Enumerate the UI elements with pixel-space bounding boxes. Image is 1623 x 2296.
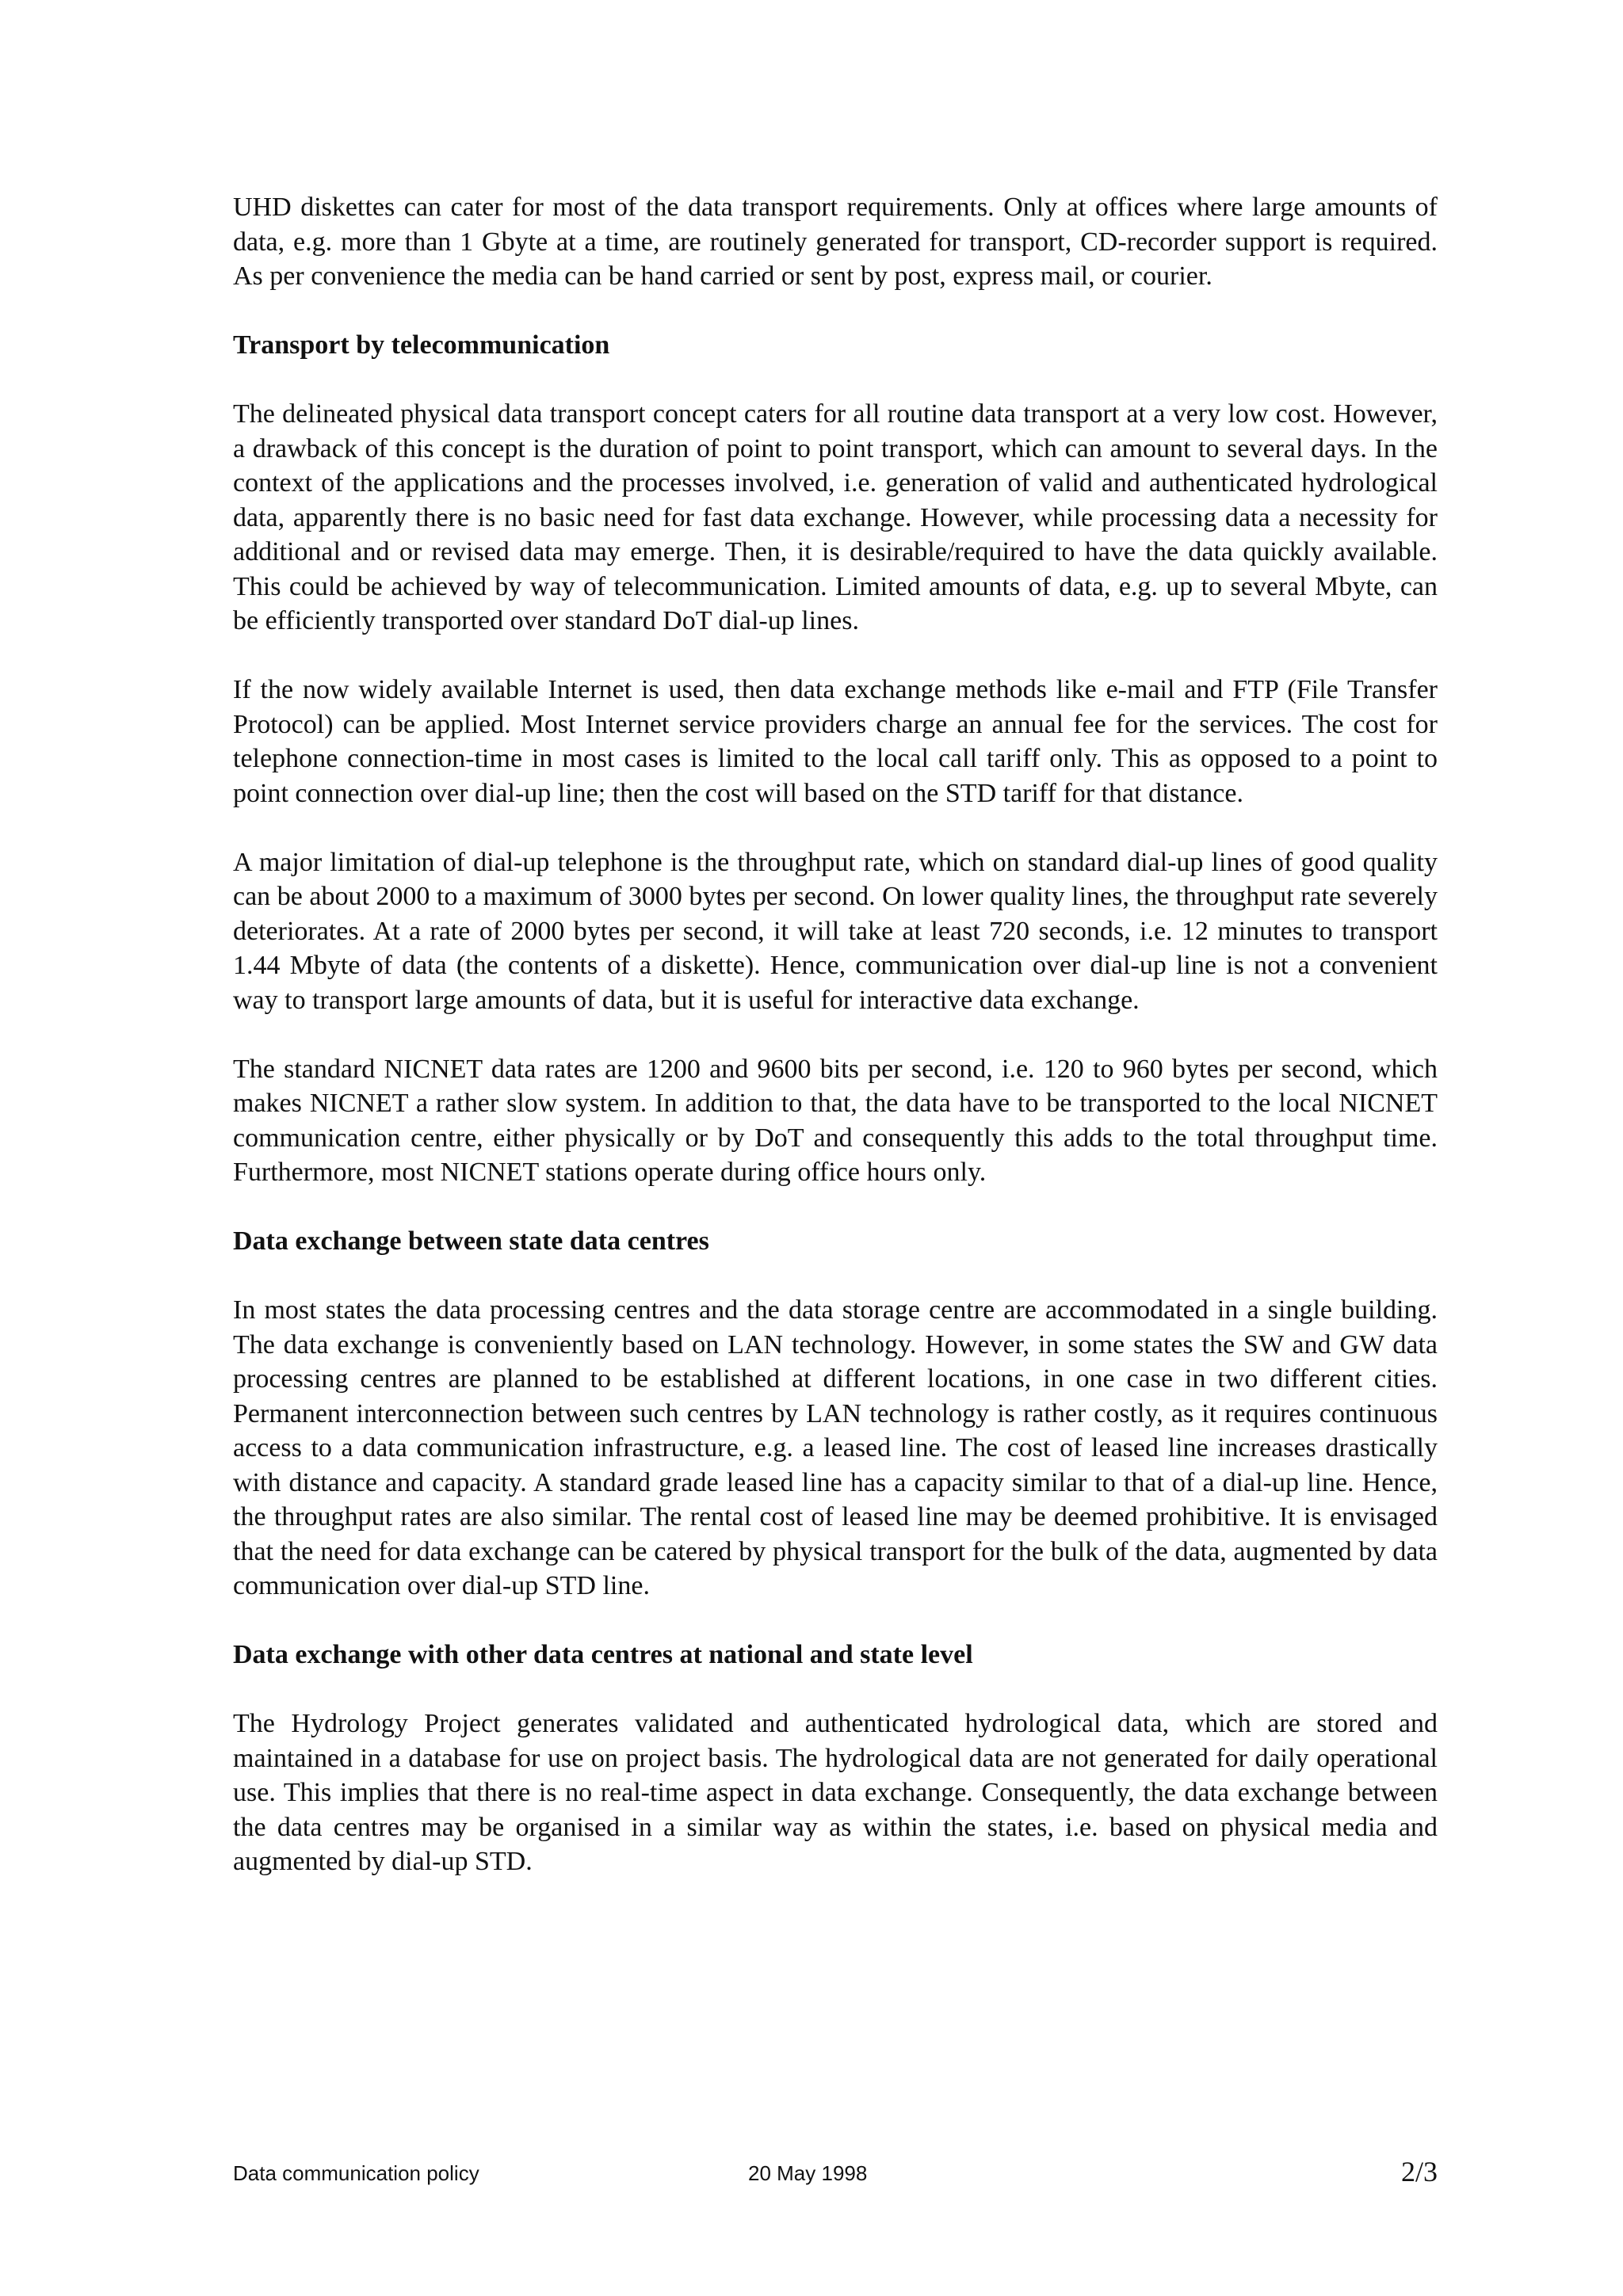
- section-heading-state-data-centres: Data exchange between state data centres: [233, 1226, 709, 1256]
- paragraph: UHD diskettes can cater for most of the data transport requirements. Only at offices where large amounts of data, e.g. more than 1 Gbyte at a time, are routinely generated for transport, CD-recorder support is required. As per convenience the media can be hand carried or sent by post, express mail, or courier.: [233, 193, 1438, 291]
- footer-date: 20 May 1998: [748, 2161, 868, 2185]
- paragraph: The delineated physical data transport concept caters for all routine data transport at a very low cost. However, a drawback of this concept is the duration of point to point transport, which can amount to several days. In the context of the applications and the processes involved, i.e. generation of valid and authenticated hydrological data, apparently there is no basic need for fast data exchange. However, while processing data a necessity for additional and or revised data may emerge. Then, it is desirable/required to have the data quickly available. This could be achieved by way of telecommunication. Limited amounts of data, e.g. up to several Mbyte, can be efficiently transported over standard DoT dial-up lines.: [233, 399, 1438, 635]
- paragraph: A major limitation of dial-up telephone is the throughput rate, which on standard dial-up lines of good quality can be about 2000 to a maximum of 3000 bytes per second. On lower quality lines, the throughput rate severely deteriorates. At a rate of 2000 bytes per second, it will take at least 720 seconds, i.e. 12 minutes to transport 1.44 Mbyte of data (the contents of a diskette). Hence, communication over dial-up line is not a convenient way to transport large amounts of data, but it is useful for interactive data exchange.: [233, 847, 1438, 1015]
- paragraph: The Hydrology Project generates validated and authenticated hydrological data, which are stored and maintained in a database for use on project basis. The hydrological data are not generated for daily operational use. This implies that there is no real-time aspect in data exchange. Consequently, the data exchange between the data centres may be organised in a similar way as within the states, i.e. based on physical media and augmented by dial-up STD.: [233, 1709, 1438, 1876]
- document-body: [233, 190, 1438, 1913]
- footer-page-number: 2/3: [1400, 2156, 1438, 2187]
- paragraph: The standard NICNET data rates are 1200 and 9600 bits per second, i.e. 120 to 960 bytes per second, which makes NICNET a rather slow system. In addition to that, the data have to be transported to the local NICNET communication centre, either physically or by DoT and consequently this adds to the total throughput time. Furthermore, most NICNET stations operate during office hours only.: [233, 1054, 1438, 1187]
- section-heading-transport-telecommunication: Transport by telecommunication: [233, 330, 610, 360]
- paragraph: If the now widely available Internet is used, then data exchange methods like e-mail and FTP (File Transfer Protocol) can be applied. Most Internet service providers charge an annual fee for the services. The cost for telephone connection-time in most cases is limited to the local call tariff only. This as opposed to a point to point connection over dial-up line; then the cost will based on the STD tariff for that distance.: [233, 675, 1438, 808]
- paragraph: In most states the data processing centres and the data storage centre are accommodated in a single building. The data exchange is conveniently based on LAN technology. However, in some states the SW and GW data processing centres are planned to be established at different locations, in one case in two different cities. Permanent interconnection between such centres by LAN technology is rather costly, as it requires continuous access to a data communication infrastructure, e.g. a leased line. The cost of leased line increases drastically with distance and capacity. A standard grade leased line has a capacity similar to that of a dial-up line. Hence, the throughput rates are also similar. The rental cost of leased line may be deemed prohibitive. It is envisaged that the need for data exchange can be catered by physical transport for the bulk of the data, augmented by data communication over dial-up STD line.: [233, 1295, 1438, 1600]
- section-heading-national-state-level: Data exchange with other data centres at national and state level: [233, 1640, 973, 1669]
- page-footer: [233, 2155, 1438, 2190]
- footer-document-title: Data communication policy: [233, 2161, 479, 2185]
